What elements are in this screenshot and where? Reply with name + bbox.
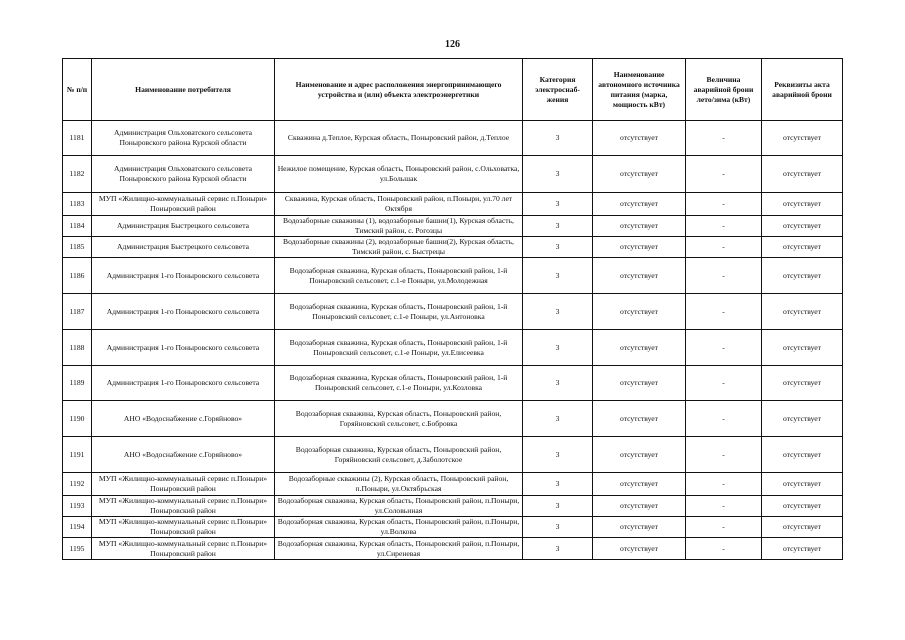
cell-num: 1185: [63, 237, 92, 258]
cell-num: 1192: [63, 473, 92, 496]
cell-capacity: -: [686, 401, 762, 437]
cell-category: 3: [523, 258, 593, 294]
cell-category: 3: [523, 517, 593, 538]
cell-consumer: МУП «Жилищно-коммунальный сервис п.Поныри» Поныровский район: [92, 517, 275, 538]
cell-consumer: МУП «Жилищно-коммунальный сервис п.Поныри» Поныровский район: [92, 538, 275, 560]
cell-requisites: отсутствует: [762, 538, 843, 560]
cell-source: отсутствует: [593, 193, 686, 216]
table-row: [63, 496, 843, 517]
cell-source: отсутствует: [593, 496, 686, 517]
cell-capacity: -: [686, 330, 762, 366]
cell-source: отсутствует: [593, 156, 686, 193]
header-num: № п/п: [63, 59, 92, 121]
cell-capacity: -: [686, 517, 762, 538]
table-row: [63, 437, 843, 473]
table-row: [63, 366, 843, 401]
header-consumer: Наименование потребителя: [92, 59, 275, 121]
cell-source: отсутствует: [593, 437, 686, 473]
cell-source: отсутствует: [593, 538, 686, 560]
cell-source: отсутствует: [593, 401, 686, 437]
cell-source: отсутствует: [593, 237, 686, 258]
cell-object: Водозаборная скважина, Курская область, Поныровский район, п.Поныри, ул.Соловьиная: [275, 496, 523, 517]
cell-consumer: Администрация 1-го Поныровского сельсовета: [92, 366, 275, 401]
cell-requisites: отсутствует: [762, 258, 843, 294]
cell-object: Водозаборная скважина, Курская область, Поныровский район, п.Поныри, ул.Волкова: [275, 517, 523, 538]
cell-num: 1188: [63, 330, 92, 366]
reserve-table: [62, 58, 843, 560]
table-row: [63, 294, 843, 330]
cell-requisites: отсутствует: [762, 401, 843, 437]
cell-requisites: отсутствует: [762, 330, 843, 366]
cell-object: Водозаборная скважина, Курская область, Поныровский район, Горяйновский сельсовет, с.Бобровка: [275, 401, 523, 437]
cell-consumer: МУП «Жилищно-коммунальный сервис п.Поныри» Поныровский район: [92, 473, 275, 496]
cell-capacity: -: [686, 121, 762, 156]
cell-capacity: -: [686, 366, 762, 401]
table-row: [63, 258, 843, 294]
cell-category: 3: [523, 330, 593, 366]
cell-num: 1193: [63, 496, 92, 517]
cell-capacity: -: [686, 237, 762, 258]
cell-requisites: отсутствует: [762, 437, 843, 473]
cell-object: Водозаборные скважины (1), водозаборные башни(1), Курская область, Тимский район, с. Рогозцы: [275, 216, 523, 237]
cell-num: 1191: [63, 437, 92, 473]
cell-source: отсутствует: [593, 517, 686, 538]
cell-category: 3: [523, 193, 593, 216]
cell-category: 3: [523, 496, 593, 517]
table-row: [63, 216, 843, 237]
cell-object: Нежилое помещение, Курская область, Поныровский район, с.Ольховатка, ул.Большак: [275, 156, 523, 193]
cell-requisites: отсутствует: [762, 216, 843, 237]
cell-requisites: отсутствует: [762, 366, 843, 401]
cell-requisites: отсутствует: [762, 193, 843, 216]
cell-capacity: -: [686, 496, 762, 517]
cell-capacity: -: [686, 294, 762, 330]
cell-num: 1194: [63, 517, 92, 538]
cell-num: 1182: [63, 156, 92, 193]
cell-capacity: -: [686, 258, 762, 294]
cell-requisites: отсутствует: [762, 473, 843, 496]
cell-source: отсутствует: [593, 216, 686, 237]
cell-object: Водозаборные скважины (2), водозаборные башни(2), Курская область, Тимский район, с. Быстрецы: [275, 237, 523, 258]
cell-capacity: -: [686, 437, 762, 473]
cell-requisites: отсутствует: [762, 517, 843, 538]
cell-num: 1195: [63, 538, 92, 560]
cell-requisites: отсутствует: [762, 121, 843, 156]
cell-category: 3: [523, 156, 593, 193]
page-number: 126: [445, 39, 460, 50]
cell-consumer: Администрация Ольховатского сельсовета Поныровского района Курской области: [92, 121, 275, 156]
cell-category: 3: [523, 121, 593, 156]
cell-consumer: Администрация Быстрецкого сельсовета: [92, 216, 275, 237]
header-category: Категория электроснаб-жения: [523, 59, 593, 121]
cell-consumer: МУП «Жилищно-коммунальный сервис п.Поныри» Поныровский район: [92, 193, 275, 216]
cell-consumer: Администрация 1-го Поныровского сельсовета: [92, 258, 275, 294]
cell-object: Скважина д.Теплое, Курская область, Поныровский район, д.Теплое: [275, 121, 523, 156]
cell-source: отсутствует: [593, 121, 686, 156]
cell-category: 3: [523, 237, 593, 258]
cell-source: отсутствует: [593, 258, 686, 294]
cell-consumer: АНО «Водоснабжение с.Горяйново»: [92, 401, 275, 437]
cell-consumer: АНО «Водоснабжение с.Горяйново»: [92, 437, 275, 473]
cell-consumer: Администрация 1-го Поныровского сельсовета: [92, 294, 275, 330]
cell-requisites: отсутствует: [762, 237, 843, 258]
cell-requisites: отсутствует: [762, 496, 843, 517]
header-source: Наименование автономного источника питания (марка, мощность кВт): [593, 59, 686, 121]
cell-num: 1184: [63, 216, 92, 237]
table-row: [63, 156, 843, 193]
cell-object: Водозаборная скважина, Курская область, Поныровский район, п.Поныри, ул.Сиреневая: [275, 538, 523, 560]
table-row: [63, 401, 843, 437]
cell-category: 3: [523, 294, 593, 330]
cell-category: 3: [523, 473, 593, 496]
table-row: [63, 473, 843, 496]
cell-consumer: Администрация Быстрецкого сельсовета: [92, 237, 275, 258]
cell-capacity: -: [686, 193, 762, 216]
table-header-row: [63, 59, 843, 121]
header-capacity: Величина аварийной брони лето/зима (кВт): [686, 59, 762, 121]
cell-source: отсутствует: [593, 330, 686, 366]
cell-object: Водозаборная скважина, Курская область, Поныровский район, Горяйновский сельсовет, д.Заболотское: [275, 437, 523, 473]
cell-capacity: -: [686, 156, 762, 193]
table-row: [63, 517, 843, 538]
table-row: [63, 538, 843, 560]
header-object: Наименование и адрес расположения энергопринимающего устройства и (или) объекта электроэнергетики: [275, 59, 523, 121]
cell-object: Водозаборная скважина, Курская область, Поныровский район, 1-й Поныровский сельсовет, с.1-е Поныри, ул.Молодежная: [275, 258, 523, 294]
cell-source: отсутствует: [593, 473, 686, 496]
cell-object: Водозаборная скважина, Курская область, Поныровский район, 1-й Поныровский сельсовет, с.1-е Поныри, ул.Елисеевка: [275, 330, 523, 366]
cell-num: 1187: [63, 294, 92, 330]
cell-requisites: отсутствует: [762, 156, 843, 193]
cell-num: 1189: [63, 366, 92, 401]
cell-num: 1186: [63, 258, 92, 294]
cell-object: Водозаборные скважины (2), Курская область, Поныровский район, п.Поныри, ул.Октябрьская: [275, 473, 523, 496]
cell-object: Скважина, Курская область, Поныровский район, п.Поныри, ул.70 лет Октября: [275, 193, 523, 216]
header-requisites: Реквизиты акта аварийной брони: [762, 59, 843, 121]
cell-source: отсутствует: [593, 294, 686, 330]
cell-capacity: -: [686, 538, 762, 560]
cell-category: 3: [523, 401, 593, 437]
cell-consumer: Администрация 1-го Поныровского сельсовета: [92, 330, 275, 366]
cell-requisites: отсутствует: [762, 294, 843, 330]
cell-capacity: -: [686, 216, 762, 237]
cell-category: 3: [523, 216, 593, 237]
cell-consumer: Администрация Ольховатского сельсовета Поныровского района Курской области: [92, 156, 275, 193]
cell-category: 3: [523, 366, 593, 401]
table-row: [63, 193, 843, 216]
cell-source: отсутствует: [593, 366, 686, 401]
cell-num: 1183: [63, 193, 92, 216]
table-row: [63, 121, 843, 156]
table-row: [63, 237, 843, 258]
cell-capacity: -: [686, 473, 762, 496]
cell-object: Водозаборная скважина, Курская область, Поныровский район, 1-й Поныровский сельсовет, с.1-е Поныри, ул.Антоновка: [275, 294, 523, 330]
cell-num: 1181: [63, 121, 92, 156]
cell-consumer: МУП «Жилищно-коммунальный сервис п.Поныри» Поныровский район: [92, 496, 275, 517]
cell-num: 1190: [63, 401, 92, 437]
cell-category: 3: [523, 538, 593, 560]
table-row: [63, 330, 843, 366]
cell-object: Водозаборная скважина, Курская область, Поныровский район, 1-й Поныровский сельсовет, с.1-е Поныри, ул.Козловка: [275, 366, 523, 401]
cell-category: 3: [523, 437, 593, 473]
